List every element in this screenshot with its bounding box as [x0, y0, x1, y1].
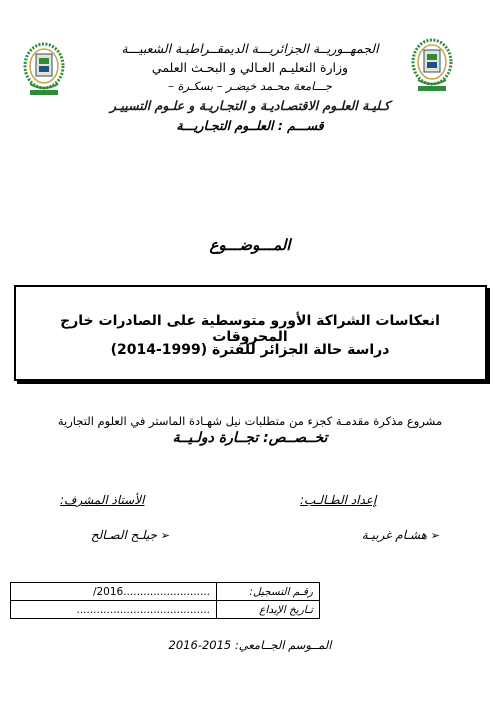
arrow-bullet-icon: ➢ [160, 529, 170, 542]
student-name: هشـام غربيـة [361, 528, 427, 542]
registration-number-value: /2016.......................... [11, 583, 217, 601]
thesis-title-line1: انعكاسات الشراكة الأورو متوسطية على الصادرات خارج المحروقات [60, 313, 440, 345]
arrow-bullet-icon: ➢ [430, 529, 440, 542]
student-label: إعداد الطـالـب: [300, 493, 377, 507]
supervisor-name: جيلـح الصـالح [90, 528, 157, 542]
table-row [11, 583, 320, 601]
supervisor-name-row [40, 528, 170, 542]
specialty-line: تخــصــص: تجــارة دولـيــة [172, 430, 328, 446]
faculty-name: كـليـة العلـوم الاقتصـاديـة و التجـاريـة و علـوم التسييـر [109, 98, 391, 113]
subject-label: المـــوضـــوع [209, 236, 291, 254]
project-description: مشروع مذكرة مقدمـة كجزء من متطلبات نيل شهـادة الماستر في العلوم التجارية [57, 414, 443, 428]
republic-name: الجمهــوريــة الجزائريـــة الديمقــراطيـة الشعبيـــة [121, 41, 379, 56]
thesis-title-line2: دراسة حالة الجزائر للفترة (1999-2014) [110, 342, 390, 358]
deposit-date-label: تـاريخ الإيداع [217, 601, 320, 619]
academic-year: المــوسم الجــامعي: 2015-2016 [168, 638, 332, 652]
table-row [11, 601, 320, 619]
registration-number-label: رقـم التسجيل: [217, 583, 320, 601]
student-name-row [290, 528, 440, 542]
supervisor-label: الأستاذ المشرف: [60, 493, 145, 507]
ministry-name: وزارة التعليـم العـالي و البحـث العلمي [151, 60, 349, 75]
registration-table [10, 582, 320, 619]
deposit-date-value: ........................................ [11, 601, 217, 619]
department-name: قســـم : العلــوم التجـاريـــة [176, 118, 324, 133]
university-name: جـــامعة محـمد خيضـر – بسكـرة – [168, 79, 332, 93]
